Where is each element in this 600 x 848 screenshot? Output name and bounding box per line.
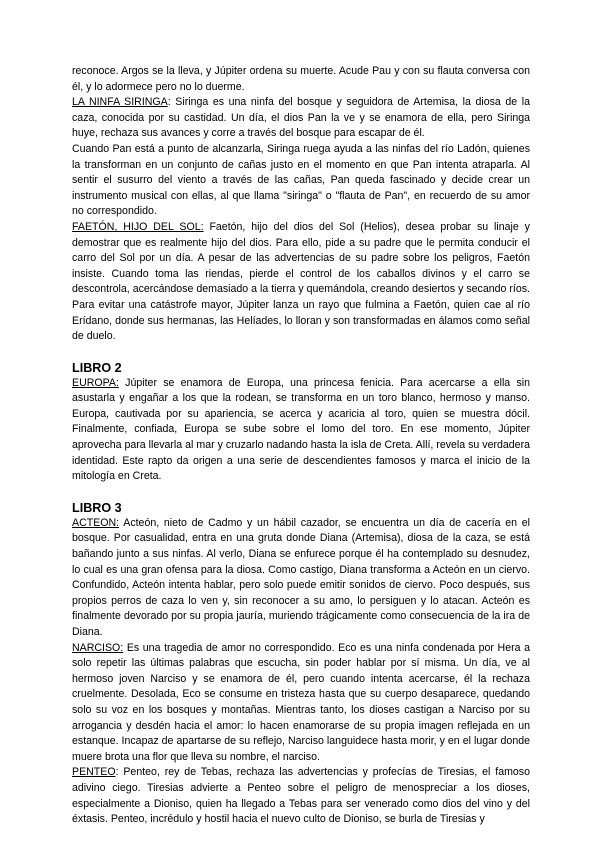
entry-text: Júpiter se enamora de Europa, una princesa fenicia. Para acercarse a ella sin asustarla y engañar a los que la rodean, se transforma en un toro blanco, hermoso y manso. Europa, cautivada por su apariencia, se acerca y acaricia al toro, quien se muestra dócil. Finalmente, confiada, Europa se sube sobre el lomo del toro. En ese momento, Júpiter aprovecha para llevarla al mar y cruzarlo nadando hasta la isla de Creta. Allí, revela su verdadera identidad. Este rapto da origen a una serie de descendientes famosos y marca el inicio de la mitología en Creta.	[72, 376, 530, 483]
entry-text: Siringa es una ninfa del bosque y seguidora de Artemisa, la diosa de la caza, conocida por su castidad. Un día, el dios Pan la ve y se enamora de ella, pero Siringa huye, rechaza sus avances y corre a través del bosque para escapar de él.	[72, 96, 531, 140]
entry-narciso	[72, 641, 530, 766]
entry-title: NARCISO:	[72, 641, 124, 654]
entry-title: LA NINFA SIRINGA	[72, 96, 168, 109]
entry-title: PENTEO	[72, 766, 116, 779]
entry-penteo: PENTEO: Penteo, rey de Tebas, rechaza las advertencias y profecías de Tiresias, el famoso adivino ciego. Tiresias advierte a Penteo sobre el peligro de menospreciar a los dioses, especialmente a Dioniso, quien ha llegado a Tebas para ser venerado como dios del vino y del éxtasis. Penteo, incrédulo y hostil hacia el nuevo culto de Dioniso, se burla de Tiresias y	[72, 766, 530, 826]
entry-acteon	[72, 516, 530, 641]
entry-title: ACTEON:	[72, 516, 120, 529]
entry-text: Penteo, rey de Tebas, rechaza las advertencias y profecías de Tiresias, el famoso adivino ciego. Tiresias advierte a Penteo sobre el peligro de menospreciar a los dioses, especialmente a Dioniso, quien ha llegado a Tebas para ser venerado como dios del vino y del éxtasis. Penteo, incrédulo y hostil hacia el nuevo culto de Dioniso, se burla de Tiresias y	[72, 766, 530, 826]
paragraph: Cuando Pan está a punto de alcanzarla, Siringa ruega ayuda a las ninfas del río Ladón, quienes la transforman en un conjunto de cañas justo en el momento en que Pan intenta atraparla. Al sentir el susurro del viento a través de las cañas, Pan queda fascinado y decide crear un instrumento musical con ellas, al que llama "siringa" o "flauta de Pan", en recuerdo de su amor no correspondido.	[72, 142, 530, 218]
section-heading: LIBRO 2	[72, 360, 122, 375]
entry-europa	[72, 376, 530, 485]
entry-text: Acteón, nieto de Cadmo y un hábil cazador, se encuentra un día de cacería en el bosque. Por casualidad, entra en una gruta donde Diana (Artemisa), diosa de la caza, se está bañando junto a sus ninfas. Al verlo, Diana se enfurece porque él ha contemplado su desnudez, lo cual es una gran ofensa para la diosa. Como castigo, Diana transforma a Acteón en un ciervo. Confundido, Acteón intenta hablar, pero solo puede emitir sonidos de ciervo. Poco después, sus propios perros de caza lo ven y, sin reconocer a su amo, lo persiguen y lo atacan. Acteón es finalmente devorado por su propia jauría, muriendo trágicamente como consecuencia de la ira de Diana.	[72, 516, 531, 638]
entry-text: Faetón, hijo del dios del Sol (Helios), desea probar su linaje y demostrar que es realmente hijo del dios. Para ello, pide a su padre que le permita conducir el carro del Sol por un día. A pesar de las advertencias de su padre sobre los peligros, Faetón insiste. Cuando toma las riendas, pierde el control de los caballos divinos y el carro se descontrola, acercándose demasiado a la tierra y quemándola, creando desiertos y secando ríos. Para evitar una catástrofe mayor, Júpiter lanza un rayo que fulmina a Faetón, quien cae al río Erídano, donde sus hermanas, las Helíades, lo lloran y son transformadas en álamos como señal de duelo.	[72, 220, 530, 343]
section-heading: LIBRO 3	[72, 500, 122, 515]
paragraph: reconoce. Argos se la lleva, y Júpiter ordena su muerte. Acude Pau y con su flauta conversa con él, y lo adormece pero no lo duerme.	[72, 65, 530, 93]
entry-title: EUROPA:	[72, 376, 119, 389]
entry-faeton	[72, 220, 530, 345]
entry-siringa: LA NINFA SIRINGA: Siringa es una ninfa del bosque y seguidora de Artemisa, la diosa de la caza, conocida por su castidad. Un día, el dios Pan la ve y se enamora de ella, pero Siringa huye, rechaza sus avances y corre a través del bosque para escapar de él.	[72, 96, 531, 140]
document-page	[72, 64, 530, 828]
entry-title: FAETÓN, HIJO DEL SOL:	[72, 220, 204, 233]
entry-text: Es una tragedia de amor no correspondido. Eco es una ninfa condenada por Hera a solo repetir las últimas palabras que escucha, sin poder hablar por sí misma. Un día, ve al hermoso joven Narciso y se enamora de él, pero cuando intenta acercarse, él la rechaza cruelmente. Desolada, Eco se consume en tristeza hasta que su cuerpo desaparece, quedando solo su voz en los bosques y montañas. Mientras tanto, los dioses castigan a Narciso por su arrogancia y desdén hacia el amor: lo hacen enamorarse de su propia imagen reflejada en un estanque. Incapaz de apartarse de su reflejo, Narciso languidece hasta morir, y en el lugar donde muere brota una flor que lleva su nombre, el narciso.	[72, 641, 530, 763]
